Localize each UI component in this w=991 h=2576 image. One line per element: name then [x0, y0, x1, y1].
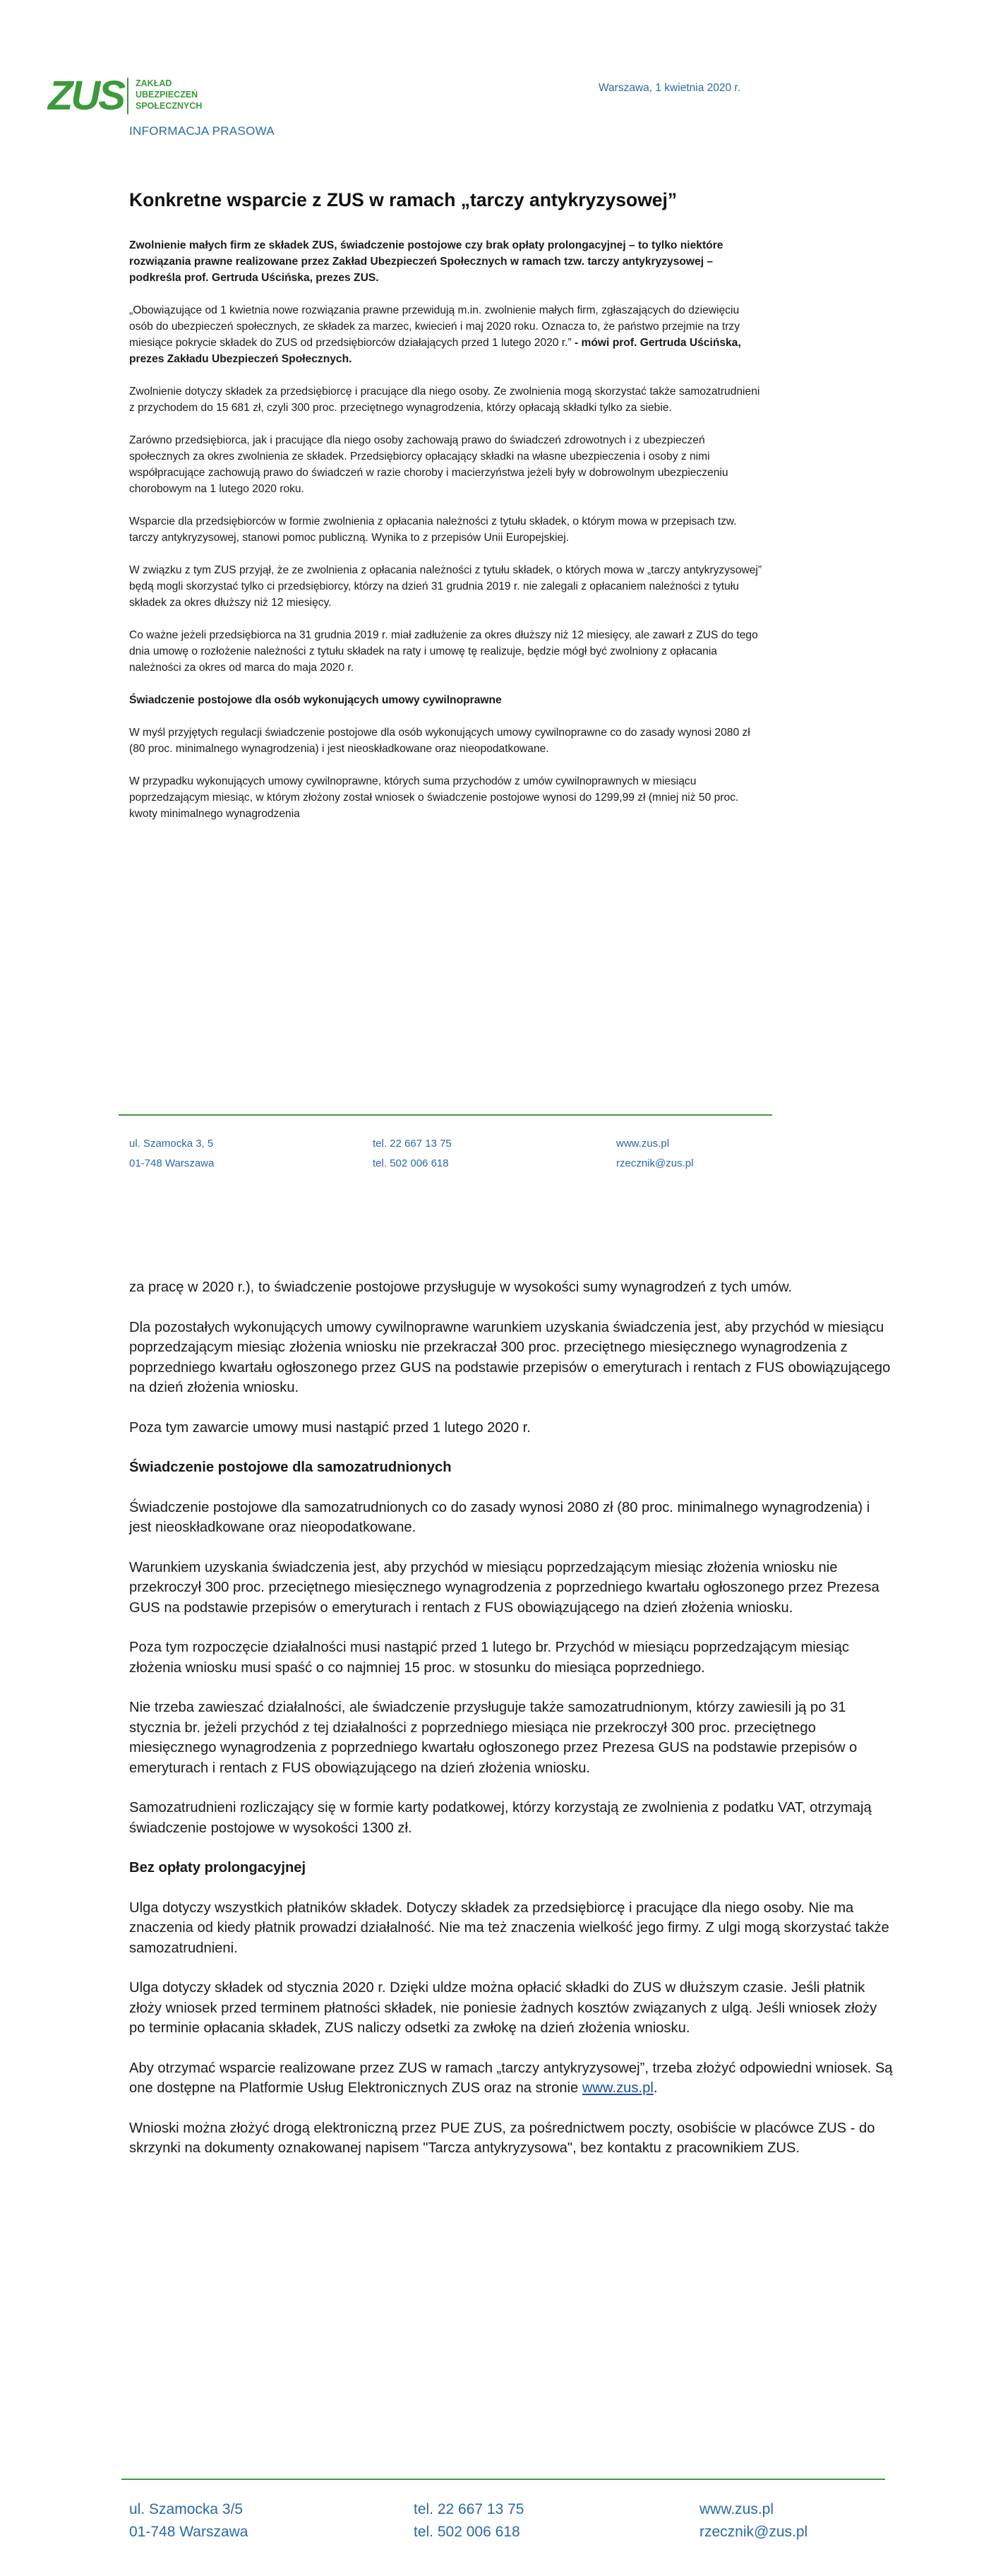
footer-email-link[interactable]: rzecznik@zus.pl	[616, 1157, 694, 1169]
paragraph: Poza tym zawarcie umowy musi nastąpić przed 1 lutego 2020 r.	[129, 1419, 531, 1436]
logo-wordmark	[136, 78, 202, 112]
section-heading: Świadczenie postojowe dla osób wykonujących umowy cywilnoprawne	[129, 694, 502, 706]
section-heading: Bez opłaty prolongacyjnej	[129, 1860, 306, 1876]
footer-website-link[interactable]: www.zus.pl	[616, 1138, 670, 1150]
paragraph-with-link	[129, 2058, 895, 2099]
press-release-label: INFORMACJA PRASOWA	[129, 124, 275, 138]
footer-phone-2: tel. 502 006 618	[373, 1157, 449, 1169]
paragraph: Wsparcie dla przedsiębiorców w formie zwolnienia z opłacania należności z tytułu składek, o którym mowa w przepisach tzw. tarczy antykryzysowej, stanowi pomoc publiczną. Wynika to z przepisów Unii Europejskiej.	[129, 515, 737, 544]
footer-street: ul. Szamocka 3, 5	[129, 1138, 214, 1150]
footer-address	[129, 1134, 214, 1174]
footer-email-link[interactable]: rzecznik@zus.pl	[699, 2524, 808, 2540]
paragraph: Zwolnienie dotyczy składek za przedsiębiorcę i pracujące dla niego osoby. Ze zwolnienia mogą skorzystać także samozatrudnieni z przychodem do 15 681 zł, czyli 300 proc. przeciętnego wynagrodzenia, którzy opłacają składki tylko za siebie.	[129, 386, 760, 414]
footer-phone-1: tel. 22 667 13 75	[414, 2501, 524, 2517]
paragraph: Poza tym rozpoczęcie działalności musi nastąpić przed 1 lutego br. Przychód w miesiącu poprzedzającym miesiąc złożenia wniosku musi spaść o co najmniej 15 proc. w stosunku do miesiąca poprzedniego.	[129, 1640, 849, 1676]
footer-divider	[121, 2479, 885, 2480]
quote-attribution: - mówi prof. Gertruda Uścińska, prezes Zakładu Ubezpieczeń Społecznych.	[129, 337, 741, 365]
page-2	[0, 1243, 991, 2576]
paragraph: Co ważne jeżeli przedsiębiorca na 31 grudnia 2019 r. miał zadłużenie za okres dłuższy niż 12 miesięcy, ale zawarł z ZUS do tego dnia umowę o rozłożenie należności z tytułu składek na raty i umowę tę realizuje, będzie mógł być zwolniony z opłacania należności za okres od marca do maja 2020 r.	[129, 629, 758, 674]
footer-street: ul. Szamocka 3/5	[129, 2501, 244, 2517]
quote-paragraph	[129, 302, 764, 367]
paragraph: Nie trzeba zawieszać działalności, ale świadczenie przysługuje także samozatrudnionym, którzy zawiesili ją po 31 stycznia br. jeżeli przychód z tej działalności z poprzedniego miesiąca nie przekroczył 300 proc. przeciętnego miesięcznego wynagrodzenia z poprzedniego kwartału ogłoszonego przez Prezesa GUS na podstawie przepisów o emeryturach i rentach z FUS obowiązującego na dzień złożenia wniosku.	[129, 1700, 858, 1776]
paragraph: Ulga dotyczy wszystkich płatników składek. Dotyczy składek za przedsiębiorcę i pracujące dla niego osoby. Nie ma znaczenia od kiedy płatnik prowadzi działalność. Nie ma też znaczenia wielkość jego firmy. Z ulgi mogą skorzystać także samozatrudnieni.	[129, 1900, 889, 1956]
footer-phone-1: tel. 22 667 13 75	[373, 1138, 452, 1150]
footer-address	[129, 2498, 248, 2544]
paragraph: Zarówno przedsiębiorca, jak i pracujące dla niego osoby zachowają prawo do świadczeń zdrowotnych i z ubezpieczeń społecznych za okres zwolnienia ze składek. Przedsiębiorcy opłacający składki na własne ubezpieczenia i osoby z nimi współpracujące zachowują prawo do świadczeń w razie choroby i macierzyństwa jeżeli były w dobrowolnym ubezpieczeniu chorobowym na 1 lutego 2020 roku.	[129, 434, 728, 495]
footer-phones	[414, 2498, 524, 2544]
footer-contact	[616, 1134, 693, 1174]
footer-website-link[interactable]: www.zus.pl	[699, 2501, 774, 2517]
page-1	[0, 0, 991, 1243]
paragraph: za pracę w 2020 r.), to świadczenie postojowe przysługuje w wysokości sumy wynagrodzeń z tych umów.	[129, 1280, 793, 1295]
document-title: Konkretne wsparcie z ZUS w ramach „tarczy antykryzysowej”	[129, 189, 678, 210]
footer-divider	[119, 1114, 772, 1116]
paragraph: Ulga dotyczy składek od stycznia 2020 r. Dzięki uldze można opłacić składki do ZUS w dłuższym czasie. Jeśli płatnik złoży wniosek przed terminem płatności składek, nie poniesie żadnych kosztów związanych z ulgą. Jeśli wniosek złoży po terminie opłacania składek, ZUS naliczy odsetki za zwłokę na dzień złożenia wniosku.	[129, 1980, 877, 2036]
paragraph: Warunkiem uzyskania świadczenia jest, aby przychód w miesiącu poprzedzającym miesiąc złożenia wniosku nie przekroczył 300 proc. przeciętnego miesięcznego wynagrodzenia z poprzedniego kwartału ogłoszonego przez Prezesa GUS na podstawie przepisów o emeryturach i rentach z FUS obowiązującego na dzień złożenia wniosku.	[129, 1559, 879, 1616]
page-1-content	[129, 237, 764, 838]
paragraph: Dla pozostałych wykonujących umowy cywilnoprawne warunkiem uzyskania świadczenia jest, aby przychód w miesiącu poprzedzającym miesiąc złożenia wniosku nie przekraczał 300 proc. przeciętnego miesięcznego wynagrodzenia z poprzedniego kwartału ogłoszonego przez GUS na podstawie przepisów o emeryturach i rentach z FUS obowiązującego na dzień złożenia wniosku.	[129, 1319, 891, 1395]
footer-phones	[373, 1134, 452, 1174]
paragraph: W przypadku wykonujących umowy cywilnoprawne, których suma przychodów z umów cywilnoprawnych w miesiącu poprzedzającym miesiąc, w którym złożony został wniosek o świadczenie postojowe wynosi do 1299,99 zł (mniej niż 50 proc. kwoty minimalnego wynagrodzenia	[129, 775, 739, 820]
section-heading: Świadczenie postojowe dla samozatrudnionych	[129, 1460, 452, 1475]
logo-line-1: ZAKŁAD	[136, 78, 172, 88]
footer-city: 01-748 Warszawa	[129, 1157, 215, 1169]
quote-text: „Obowiązujące od 1 kwietnia nowe rozwiązania prawne przewidują m.in. zwolnienie małych firm, zgłaszających do dziewięciu osób do ubezpieczeń społecznych, ze składek za marzec, kwiecień i maj 2020 roku. Oznacza to, że państwo przejmie na trzy miesiące pokrycie składek do ZUS od przedsiębiorców działających przed 1 lutego 2020 r.”	[129, 304, 740, 349]
page-2-content	[129, 1277, 895, 2178]
footer-phone-2: tel. 502 006 618	[414, 2524, 520, 2540]
lead-paragraph: Zwolnienie małych firm ze składek ZUS, świadczenie postojowe czy brak opłaty prolongacyjnej – to tylko niektóre rozwiązania prawne realizowane przez Zakład Ubezpieczeń Społecznych w ramach tzw. tarczy antykryzysowej – podkreśla prof. Gertruda Uścińska, prezes ZUS.	[129, 239, 723, 284]
logo-divider	[127, 78, 128, 114]
paragraph: Wnioski można złożyć drogą elektroniczną przez PUE ZUS, za pośrednictwem poczty, osobiście w placówce ZUS - do skrzynki na dokumenty oznakowanej napisem "Tarcza antykryzysowa", bez kontaktu z pracownikiem ZUS.	[129, 2120, 875, 2156]
zus-website-link[interactable]: www.zus.pl	[582, 2080, 654, 2096]
paragraph: Samozatrudnieni rozliczający się w formie karty podatkowej, którzy korzystają ze zwolnienia z podatku VAT, otrzymają świadczenie postojowe w wysokości 1300 zł.	[129, 1800, 872, 1836]
footer-city: 01-748 Warszawa	[129, 2524, 248, 2540]
paragraph: Świadczenie postojowe dla samozatrudnionych co do zasady wynosi 2080 zł (80 proc. minimalnego wynagrodzenia) i jest nieoskładkowane oraz nieopodatkowane.	[129, 1499, 870, 1535]
logo-line-2: UBEZPIECZEŃ	[136, 90, 198, 100]
document-date: Warszawa, 1 kwietnia 2020 r.	[599, 82, 741, 94]
paragraph: W myśl przyjętych regulacji świadczenie postojowe dla osób wykonujących umowy cywilnoprawne co do zasady wynosi 2080 zł (80 proc. minimalnego wynagrodzenia) i jest nieoskładkowane oraz nieopodatkowane.	[129, 727, 750, 755]
zus-logo-mark: ZUS	[48, 73, 124, 119]
paragraph-text: Aby otrzymać wsparcie realizowane przez ZUS w ramach „tarczy antykryzysowej”, trzeba złożyć odpowiedni wniosek. Są one dostępne na Platformie Usług Elektronicznych ZUS oraz na stronie	[129, 2060, 893, 2096]
footer-contact	[699, 2498, 807, 2544]
logo-line-3: SPOŁECZNYCH	[136, 101, 203, 111]
paragraph: W związku z tym ZUS przyjął, że ze zwolnienia z opłacania należności z tytułu składek, o których mowa w „tarczy antykryzysowej” będą mogli skorzystać tylko ci przedsiębiorcy, którzy na dzień 31 grudnia 2019 r. nie zalegali z opłacaniem należności z tytułu składek za okres dłuższy niż 12 miesięcy.	[129, 564, 762, 609]
paragraph-text-end: .	[653, 2080, 658, 2096]
zus-logo	[48, 73, 274, 119]
